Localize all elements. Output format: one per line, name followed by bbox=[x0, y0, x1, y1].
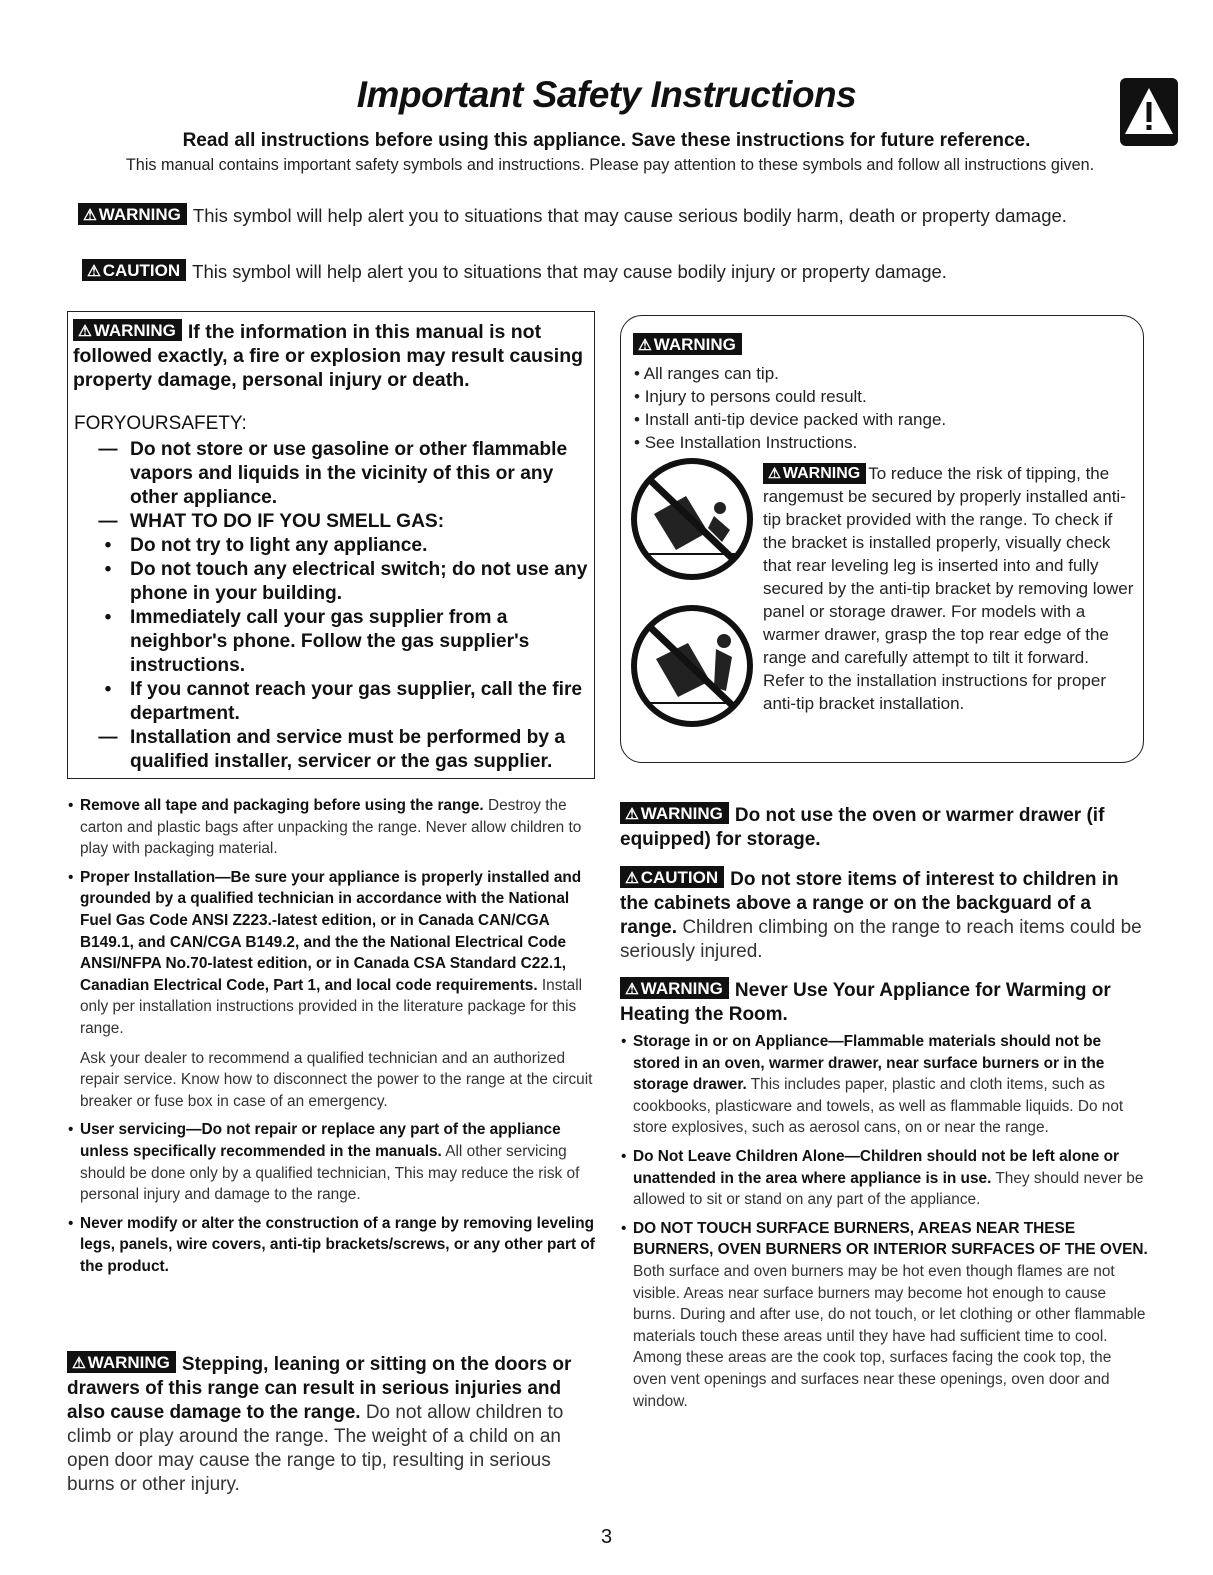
warning-triangle-icon: ⚠ bbox=[638, 337, 652, 354]
list-marker: • bbox=[104, 535, 112, 556]
bullet-icon: • bbox=[621, 1033, 627, 1050]
list-marker: • bbox=[104, 559, 112, 580]
caution-legend-text: This symbol will help alert you to situations that may cause bodily injury or property damage. bbox=[192, 261, 947, 282]
gas-warning-box bbox=[67, 311, 595, 779]
bullet-icon: • bbox=[621, 1219, 627, 1237]
warming-warning: ⚠ WARNING Never Use Your Appliance for Warming or Heating the Room. bbox=[620, 979, 1111, 1025]
warning-legend bbox=[78, 203, 1067, 227]
warning-triangle-icon: ⚠ bbox=[625, 870, 639, 887]
list-marker: • bbox=[104, 607, 112, 628]
warning-triangle-icon: ⚠ bbox=[78, 323, 92, 340]
page-title: Important Safety Instructions bbox=[356, 74, 857, 115]
manual-intro: This manual contains important safety symbols and instructions. Please pay attention to these symbols and follow all instructions given. bbox=[125, 156, 1095, 174]
children-caution: ⚠ CAUTION Do not store items of interest to children in the cabinets above a range or on the backguard of a range. Children climbing on the range to reach items could be seriously injured. bbox=[620, 868, 1142, 962]
tip-bullet-item: • Install anti-tip device packed with range. bbox=[634, 410, 947, 429]
gas-safety-list bbox=[96, 438, 590, 774]
gas-safety-item-text: Immediately call your gas supplier from a neighbor's phone. Follow the gas supplier's instructions. bbox=[130, 607, 530, 676]
bullet-icon: • bbox=[68, 1121, 74, 1139]
warning-badge: ⚠ WARNING bbox=[78, 203, 187, 225]
caution-badge: ⚠ CAUTION bbox=[82, 259, 186, 281]
list-marker: • bbox=[104, 679, 112, 700]
warning-badge: ⚠ WARNING bbox=[763, 463, 866, 484]
warning-triangle-icon: ⚠ bbox=[87, 263, 101, 280]
list-item bbox=[67, 795, 597, 860]
gas-safety-item-text: Do not touch any electrical switch; do not use any phone in your building. bbox=[130, 559, 588, 604]
tip-bullet-item: • All ranges can tip. bbox=[634, 364, 779, 383]
tip-bullet-item: • See Installation Instructions. bbox=[634, 433, 858, 452]
tip-bullet-text: All ranges can tip. bbox=[643, 364, 779, 383]
warning-badge: ⚠ WARNING bbox=[620, 977, 729, 999]
warning-triangle-icon: ⚠ bbox=[625, 981, 639, 998]
warning-badge: ⚠ WARNING bbox=[620, 802, 729, 824]
gas-safety-item-text: Do not store or use gasoline or other flammable vapors and liquids in the vicinity of this or any other appliance. bbox=[130, 439, 568, 508]
list-item bbox=[67, 867, 597, 1113]
list-item bbox=[620, 1031, 1148, 1139]
list-item-bold: User servicing—Do not repair or replace any part of the appliance unless specifically recommended in the manuals. bbox=[80, 1121, 561, 1160]
read-instructions-notice: Read all instructions before using this appliance. Save these instructions for future reference. bbox=[182, 130, 1031, 151]
right-safety-list bbox=[620, 1031, 1148, 1419]
bullet-icon: • bbox=[68, 1214, 74, 1232]
gas-safety-item-text: WHAT TO DO IF YOU SMELL GAS: bbox=[130, 511, 445, 532]
list-item-bold: Storage in or on Appliance—Flammable materials should not be stored in an oven, warmer drawer, near surface burners or in the storage drawer. bbox=[633, 1033, 1105, 1094]
list-marker: — bbox=[98, 727, 118, 748]
warning-badge: ⚠ WARNING bbox=[633, 333, 742, 355]
page-number: 3 bbox=[600, 1526, 613, 1548]
list-item-text: Install only per installation instructions provided in the literature package for this range. bbox=[80, 976, 583, 1037]
gas-safety-item-text: Do not try to light any appliance. bbox=[130, 535, 428, 556]
list-item-bold: Do Not Leave Children Alone—Children should not be left alone or unattended in the area where appliance is in use. bbox=[633, 1147, 1119, 1187]
list-item-text: Destroy the carton and plastic bags after unpacking the range. Never allow children to play with packaging material. bbox=[80, 797, 582, 858]
list-item-bold: Proper Installation—Be sure your appliance is properly installed and grounded by a qualified technician in accordance with the National Fuel Gas Code ANSI Z223.-latest edition, or in Canada CAN/CGA B149.1, and CAN/CGA B149.2, and the the National Electrical Code ANSI/NFPA No.70-latest edition, or in Canada CSA Standard C22.1, Canadian Electrical Code, Part 1, and local code requirements. bbox=[80, 868, 582, 994]
warning-legend-text: This symbol will help alert you to situations that may cause serious bodily harm, death or property damage. bbox=[192, 205, 1067, 226]
gas-safety-item-text: If you cannot reach your gas supplier, call the fire department. bbox=[130, 679, 583, 724]
stepping-warning: ⚠ WARNING Stepping, leaning or sitting on the doors or drawers of this range can result in serious injuries and also cause damage to the range. Do not allow children to climb or play around the range. The weight of a child on an open door may cause the range to tip, resulting in serious burns or other injury. bbox=[67, 1353, 572, 1495]
left-safety-list bbox=[67, 795, 597, 1284]
list-item-bold: DO NOT TOUCH SURFACE BURNERS, AREAS NEAR THESE BURNERS, OVEN BURNERS OR INTERIOR SURFACES OF THE OVEN. bbox=[633, 1219, 1148, 1259]
list-item-extra: Ask your dealer to recommend a qualified technician and an authorized repair service. Know how to disconnect the power to the range at the circuit breaker or fuse box in case of an emergency. bbox=[80, 1049, 593, 1110]
tip-bullet-list bbox=[634, 362, 946, 454]
caution-badge: ⚠ CAUTION bbox=[620, 866, 724, 888]
gas-warning-heading: ⚠ WARNING If the information in this manual is not followed exactly, a fire or explosion may result causing property damage, personal injury or death. bbox=[73, 321, 584, 391]
tip-bullet-text: See Installation Instructions. bbox=[644, 433, 858, 452]
bullet-icon: • bbox=[68, 868, 74, 886]
tip-bullet-text: Install anti-tip device packed with range. bbox=[644, 410, 947, 429]
no-tipping-range-icon bbox=[628, 456, 758, 582]
storage-warning: ⚠ WARNING Do not use the oven or warmer drawer (if equipped) for storage. bbox=[620, 804, 1105, 850]
tip-bullet-text: Injury to persons could result. bbox=[644, 387, 867, 406]
list-item-bold: Remove all tape and packaging before using the range. bbox=[80, 797, 484, 814]
bullet-icon: • bbox=[621, 1147, 627, 1165]
list-marker: — bbox=[98, 511, 118, 532]
warning-triangle-icon: ⚠ bbox=[625, 806, 639, 823]
gas-safety-item bbox=[96, 678, 590, 726]
list-item bbox=[67, 1119, 597, 1205]
list-item bbox=[67, 1213, 597, 1278]
gas-safety-item bbox=[96, 510, 590, 534]
bullet-icon: • bbox=[68, 797, 74, 814]
warning-badge: ⚠ WARNING bbox=[73, 319, 182, 341]
gas-safety-item bbox=[96, 606, 590, 678]
warning-triangle-icon: ⚠ bbox=[83, 207, 97, 224]
tip-bullet-item: • Injury to persons could result. bbox=[634, 387, 867, 406]
gas-safety-item bbox=[96, 558, 590, 606]
list-item-text: This includes paper, plastic and cloth items, such as cookbooks, plasticware and towels, as well as flammable liquids. Do not store explosives, such as aerosol cans, on or near the range. bbox=[633, 1076, 1124, 1137]
list-item-text: All other servicing should be done only by a qualified technician, This may reduce the risk of personal injury and damage to the range. bbox=[80, 1142, 580, 1204]
gas-safety-item bbox=[96, 534, 590, 558]
warning-triangle-icon: ⚠ bbox=[768, 466, 781, 482]
warning-badge: ⚠ WARNING bbox=[67, 1351, 176, 1373]
gas-safety-item bbox=[96, 438, 590, 510]
for-your-safety-label: FORYOURSAFETY: bbox=[74, 413, 247, 434]
list-item-bold: Never modify or alter the construction of a range by removing leveling legs, panels, wire covers, anti-tip brackets/screws, or any other part of the product. bbox=[80, 1214, 595, 1275]
caution-legend bbox=[82, 259, 947, 283]
warning-triangle-icon: ⚠ bbox=[72, 1355, 86, 1372]
gas-safety-item bbox=[96, 726, 590, 774]
list-marker: — bbox=[98, 439, 118, 460]
anti-tip-paragraph: ⚠ WARNING To reduce the risk of tipping, the rangemust be secured by properly installed anti-tip bracket provided with the range. To check if the bracket is installed properly, visually check that rear leveling leg is inserted into and fully secured by the anti-tip bracket by removing lower panel or storage drawer. For models with a warmer drawer, grasp the top rear edge of the range and carefully attempt to tilt it forward. Refer to the installation instructions for proper anti-tip bracket installation. bbox=[763, 464, 1134, 713]
list-item bbox=[620, 1146, 1148, 1211]
gas-safety-item-text: Installation and service must be performed by a qualified installer, servicer or the gas supplier. bbox=[130, 727, 566, 772]
anti-tip-warning-box bbox=[620, 315, 1144, 763]
list-item-text: Both surface and oven burners may be hot even though flames are not visible. Areas near surface burners may become hot enough to cause burns. During and after use, do not touch, or let clothing or other flammable materials touch these areas until they have had sufficient time to cool. Among these areas are the cook top, surfaces facing the cook top, the oven vent openings and surfaces near these openings, oven door and window. bbox=[633, 1262, 1146, 1410]
list-item-text: They should never be allowed to sit or stand on any part of the appliance. bbox=[633, 1169, 1144, 1209]
list-item bbox=[620, 1218, 1148, 1412]
no-climbing-range-icon bbox=[628, 603, 758, 729]
